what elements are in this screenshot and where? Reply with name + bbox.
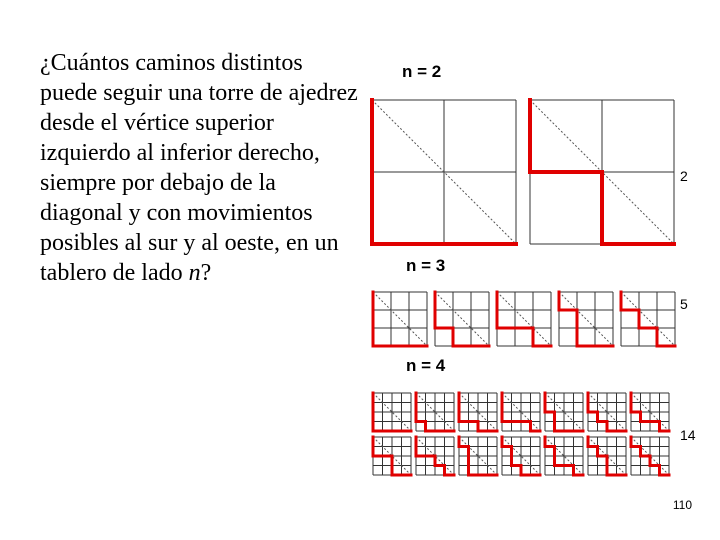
diagonal-line [621,292,675,346]
board-n4-5 [545,393,583,431]
board-n3-4 [559,292,613,346]
count-n4: 14 [680,427,696,443]
board-n4-11 [502,437,540,475]
count-n2: 2 [680,168,688,184]
board-n4-6 [588,393,626,431]
diagonal-line [559,292,613,346]
diagonal-line [373,292,427,346]
board-n4-3 [459,393,497,431]
count-n3: 5 [680,296,688,312]
board-n4-10 [459,437,497,475]
question-main: ¿Cuántos caminos distintos puede seguir una torre de ajedrez desde el vértice superior izquierdo al inferior derecho, siempre por debajo de la diagonal y con movimientos posibles al sur y al oeste, en un tablero de lado [40,50,358,286]
board-n4-12 [545,437,583,475]
board-n4-2 [416,393,454,431]
board-n4-1 [373,393,411,431]
board-n4-7 [631,393,669,431]
board-n4-4 [502,393,540,431]
board-n3-1 [373,292,427,346]
diagonal-line [497,292,551,346]
board-n3-2 [435,292,489,346]
label-n4: n = 4 [406,356,446,375]
board-n2-2 [530,100,674,244]
diagonal-line [435,292,489,346]
board-n4-13 [588,437,626,475]
board-n2-1 [372,100,516,244]
board-n4-9 [416,437,454,475]
slide-number: 110 [672,498,692,512]
label-n3: n = 3 [406,256,446,275]
question-end: ? [200,260,212,286]
board-n4-14 [631,437,669,475]
board-n3-3 [497,292,551,346]
board-n4-8 [373,437,411,475]
question-variable: n [188,260,201,286]
label-n2: n = 2 [402,62,442,81]
board-n3-5 [621,292,675,346]
